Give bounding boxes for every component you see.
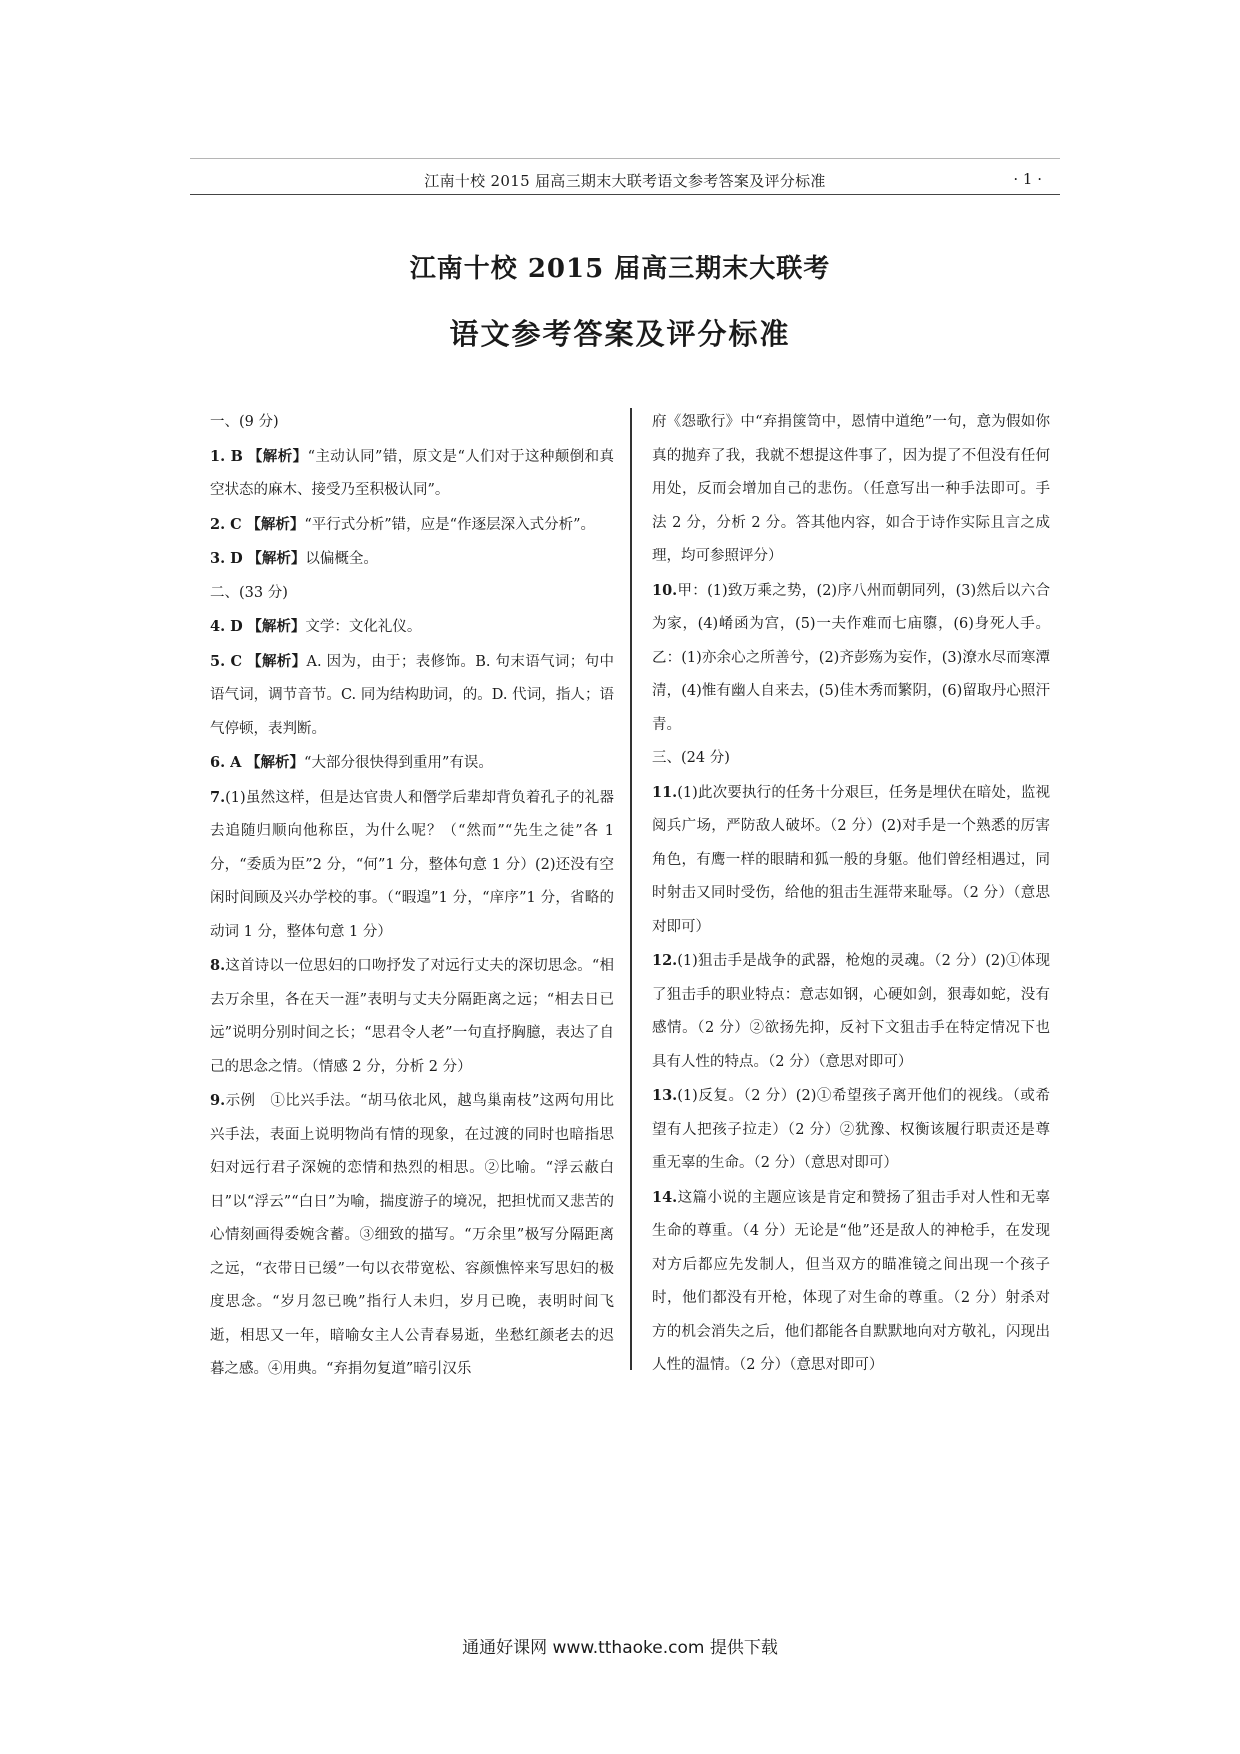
question-number: 7. xyxy=(210,788,226,806)
analysis-tag: 【解析】 xyxy=(246,515,305,533)
question-number: 5. C xyxy=(210,652,243,670)
answer-item xyxy=(652,776,1050,945)
question-number: 11. xyxy=(652,783,678,801)
answer-item xyxy=(210,1084,614,1387)
question-number: 3. D xyxy=(210,550,243,567)
answer-text: 文学：文化礼仪。 xyxy=(305,619,422,635)
answer-text: 这首诗以一位思妇的口吻抒发了对远行丈夫的深切思念。“相去万余里，各在天一涯”表明与丈夫分隔距离之远；“相去日已远”说明分别时间之长；“思君令人老”一句直抒胸臆，表达了自己的思念之情。（情感 2 分，分析 2 分） xyxy=(210,958,614,1075)
running-header xyxy=(190,168,1060,195)
footer-credit: 通通好课网 www.tthaoke.com 提供下载 xyxy=(462,1638,778,1658)
answer-item xyxy=(652,944,1050,1079)
answer-item xyxy=(210,440,614,508)
column-divider xyxy=(630,408,632,1370)
answer-item xyxy=(652,574,1050,743)
answer-text: (1)此次要执行的任务十分艰巨，任务是埋伏在暗处，监视阅兵广场，严防敌人破坏。（2 分）(2)对手是一个熟悉的厉害角色，有鹰一样的眼睛和狐一般的身躯。他们曾经相遇过，同时射击又同时受伤，给他的狙击生涯带来耻辱。（2 分）（意思对即可） xyxy=(652,784,1050,935)
question-number: 4. D xyxy=(210,618,243,635)
answer-item xyxy=(210,781,614,950)
top-rule xyxy=(190,158,1060,159)
question-number: 14. xyxy=(652,1188,678,1206)
answer-continuation xyxy=(652,406,1050,574)
answer-item xyxy=(210,949,614,1084)
answer-item xyxy=(210,645,614,747)
question-number: 6. A xyxy=(210,754,242,771)
answer-text: 以偏概全。 xyxy=(305,551,378,567)
question-number: 10. xyxy=(652,581,678,599)
section-heading: 一、(9 分) xyxy=(210,414,279,430)
page-number: · 1 · xyxy=(1013,170,1042,188)
answer-item xyxy=(210,746,614,781)
analysis-tag: 【解析】 xyxy=(247,652,307,670)
document-subtitle: 语文参考答案及评分标准 xyxy=(449,317,791,351)
question-number: 2. C xyxy=(210,515,242,533)
answer-item xyxy=(210,542,614,577)
question-number: 8. xyxy=(210,957,226,974)
answer-text: “大部分很快得到重用”有误。 xyxy=(304,755,493,771)
question-number: 12. xyxy=(652,952,678,969)
analysis-tag: 【解析】 xyxy=(247,618,306,635)
answer-item xyxy=(652,1181,1050,1383)
section-heading: 二、(33 分) xyxy=(210,584,288,601)
answer-text: (1)反复。（2 分）(2)①希望孩子离开他们的视线。（或希望有人把孩子拉走）（2 分）②犹豫、权衡该履行职责还是尊重无辜的生命。（2 分）（意思对即可） xyxy=(652,1088,1050,1171)
answer-text: 这篇小说的主题应该是肯定和赞扬了狙击手对人性和无辜生命的尊重。（4 分）无论是“他”还是敌人的神枪手，在发现对方后都应先发制人，但当双方的瞄准镜之间出现一个孩子时，他们都没有开枪，体现了对生命的尊重。（2 分）射杀对方的机会消失之后，他们都能各自默默地向对方敬礼，闪现出人性的温情。（2 分）（意思对即可） xyxy=(652,1189,1050,1373)
answer-text: 甲：(1)致万乘之势，(2)序八州而朝同列，(3)然后以六合为家，(4)崤函为宫，(5)一夫作难而七庙隳，(6)身死人手。乙：(1)亦余心之所善兮，(2)齐彭殇为妄作，(3)潦水尽而寒潭清，(4)惟有幽人自来去，(5)佳木秀而繁阴，(6)留取丹心照汗青。 xyxy=(652,582,1050,733)
analysis-tag: 【解析】 xyxy=(247,447,308,465)
question-number: 1. B xyxy=(210,447,243,465)
answer-text: “平行式分析”错，应是“作逐层深入式分析”。 xyxy=(304,516,595,533)
right-column xyxy=(652,406,1050,1383)
analysis-tag: 【解析】 xyxy=(246,754,305,771)
question-number: 13. xyxy=(652,1087,678,1104)
answer-item xyxy=(210,508,614,543)
running-title: 江南十校 2015 届高三期末大联考语文参考答案及评分标准 xyxy=(424,172,826,190)
answer-item xyxy=(210,610,614,645)
answer-text: “主动认同”错，原文是“人们对于这种颠倒和真空状态的麻木、接受乃至积极认同”。 xyxy=(210,448,615,498)
question-number: 9. xyxy=(210,1092,226,1109)
answer-text: (1)虽然这样，但是达官贵人和僭学后辈却背负着孔子的礼器去追随归顺向他称臣，为什么呢？（“然而”“先生之徒”各 1 分，“委质为臣”2 分，“何”1 分，整体句意 1 分）(2)还没有空闲时间顾及兴办学校的事。（“暇遑”1 分，“庠序”1 分，省略的动词 1 分，整体句意 1 分） xyxy=(210,789,614,940)
answer-text: 府《怨歌行》中“弃捐箧笥中，恩情中道绝”一句，意为假如你真的抛弃了我，我就不想提这件事了，因为提了不但没有任何用处，反而会增加自己的悲伤。（任意写出一种手法即可。手法 2 分，分析 2 分。答其他内容，如合于诗作实际且言之成理，均可参照评分） xyxy=(652,414,1050,564)
answer-item xyxy=(652,1079,1050,1181)
answer-text: A. 因为，由于；表修饰。B. 句末语气词；句中语气词，调节音节。C. 同为结构助词，的。D. 代词，指人；语气停顿，表判断。 xyxy=(210,653,615,737)
answer-text: 示例 ①比兴手法。“胡马依北风，越鸟巢南枝”这两句用比兴手法，表面上说明物尚有情的现象，在过渡的同时也暗指思妇对远行君子深婉的恋情和热烈的相思。②比喻。“浮云蔽白日”以“浮云”“白日”为喻，揣度游子的境况，把担忧而又悲苦的心情刻画得委婉含蓄。③细致的描写。“万余里”极写分隔距离之远，“衣带日已缓”一句以衣带宽松、容颜憔悴来写思妇的极度思念。“岁月忽已晚”指行人未归，岁月已晚，表明时间飞逝，相思又一年，暗喻女主人公青春易逝，坐愁红颜老去的迟暮之感。④用典。“弃捐勿复道”暗引汉乐 xyxy=(210,1093,614,1377)
left-column xyxy=(210,406,614,1387)
document-title: 江南十校 2015 届高三期末大联考 xyxy=(409,254,831,284)
answer-text: (1)狙击手是战争的武器，枪炮的灵魂。（2 分）(2)①体现了狙击手的职业特点：意志如钢，心硬如剑，狠毒如蛇，没有感情。（2 分）②欲扬先抑，反衬下文狙击手在特定情况下也具有人性的特点。（2 分）（意思对即可） xyxy=(652,953,1050,1070)
analysis-tag: 【解析】 xyxy=(247,550,306,567)
section-heading: 三、(24 分) xyxy=(652,750,730,766)
